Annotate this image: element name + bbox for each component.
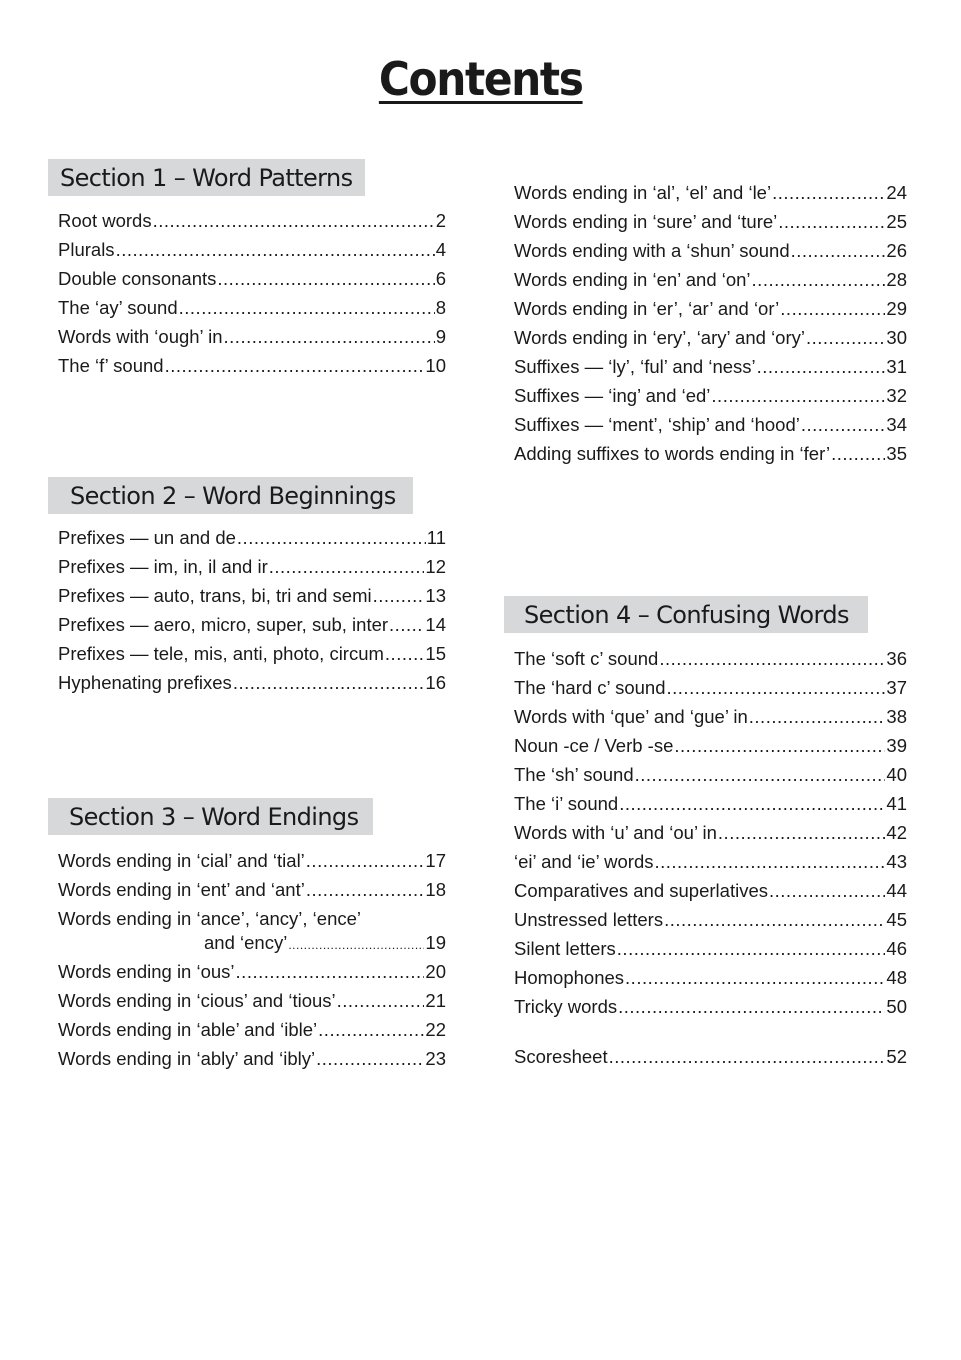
dot-leader xyxy=(385,643,425,665)
entry-title: Words ending in ‘cial’ and ‘tial’ xyxy=(58,850,305,871)
entry-title: Silent letters xyxy=(514,938,616,959)
dot-leader xyxy=(389,614,424,636)
toc-entry[interactable] xyxy=(58,549,446,578)
toc-entry[interactable] xyxy=(514,407,907,436)
entry-title: Plurals xyxy=(58,239,115,260)
entry-title: Root words xyxy=(58,210,152,231)
entry-page: 34 xyxy=(886,414,907,435)
entry-title: Homophones xyxy=(514,967,625,988)
entry-title: Words ending in ‘en’ and ‘on’ xyxy=(514,269,751,290)
entry-page: 45 xyxy=(886,909,907,930)
entry-page: 32 xyxy=(886,385,907,406)
toc-entry[interactable] xyxy=(514,931,907,960)
dot-leader xyxy=(659,648,885,670)
toc-entry[interactable] xyxy=(514,175,907,204)
dot-leader xyxy=(224,326,435,348)
dot-leader xyxy=(237,527,426,549)
entry-page: 31 xyxy=(886,356,907,377)
dot-leader xyxy=(749,706,886,728)
dot-leader xyxy=(618,996,885,1018)
dot-leader xyxy=(217,268,434,290)
toc-entry[interactable] xyxy=(514,262,907,291)
toc-entry[interactable] xyxy=(514,844,907,873)
toc-entry[interactable] xyxy=(514,873,907,902)
section-2-heading xyxy=(48,477,413,514)
dot-leader xyxy=(236,961,425,983)
section-3-list xyxy=(58,843,446,1070)
entry-page: 19 xyxy=(425,932,446,953)
entry-page: 15 xyxy=(425,643,446,664)
toc-entry[interactable] xyxy=(514,902,907,931)
dot-leader xyxy=(316,1048,424,1070)
entry-title: Words ending in ‘ance’, ‘ancy’, ‘ence’ xyxy=(58,908,362,929)
toc-entry[interactable] xyxy=(58,665,446,694)
dot-leader xyxy=(233,672,425,694)
toc-entry[interactable] xyxy=(58,1012,446,1041)
dot-leader xyxy=(778,211,885,233)
toc-entry[interactable] xyxy=(58,954,446,983)
entry-page: 12 xyxy=(425,556,446,577)
entry-page: 26 xyxy=(886,240,907,261)
toc-entry[interactable] xyxy=(58,872,446,901)
dot-leader xyxy=(772,182,885,204)
entry-title: Suffixes — ‘ment’, ‘ship’ and ‘hood’ xyxy=(514,414,800,435)
entry-page: 18 xyxy=(425,879,446,900)
entry-page: 38 xyxy=(886,706,907,727)
entry-title: Words ending with a ‘shun’ sound xyxy=(514,240,790,261)
entry-page: 48 xyxy=(886,967,907,988)
entry-page: 10 xyxy=(425,355,446,376)
entry-title: Words ending in ‘cious’ and ‘tious’ xyxy=(58,990,336,1011)
toc-entry[interactable] xyxy=(58,290,446,319)
entry-page: 35 xyxy=(886,443,907,464)
entry-title: Suffixes — ‘ing’ and ‘ed’ xyxy=(514,385,711,406)
page-title-container xyxy=(0,52,961,106)
dot-leader xyxy=(752,269,886,291)
entry-page: 40 xyxy=(886,764,907,785)
dot-leader xyxy=(619,793,885,815)
entry-title: Words ending in ‘er’, ‘ar’ and ‘or’ xyxy=(514,298,780,319)
entry-page: 24 xyxy=(886,182,907,203)
dot-leader xyxy=(791,240,886,262)
entry-title: Tricky words xyxy=(514,996,618,1017)
entry-title: The ‘i’ sound xyxy=(514,793,619,814)
dot-leader xyxy=(769,880,885,902)
toc-entry[interactable] xyxy=(514,436,907,465)
toc-entry[interactable] xyxy=(58,348,446,377)
entry-title: Words ending in ‘ent’ and ‘ant’ xyxy=(58,879,305,900)
dot-leader xyxy=(337,990,425,1012)
entry-page: 9 xyxy=(435,326,446,347)
section-3-heading xyxy=(48,798,373,835)
dot-leader xyxy=(655,851,886,873)
dot-leader xyxy=(718,822,886,844)
entry-title-continued: and ‘ency’ xyxy=(204,932,288,953)
entry-title: The ‘soft c’ sound xyxy=(514,648,659,669)
entry-page: 2 xyxy=(435,210,446,231)
toc-entry[interactable] xyxy=(58,607,446,636)
toc-entry[interactable] xyxy=(58,901,446,954)
entry-title: Noun -ce / Verb -se xyxy=(514,735,674,756)
entry-title: Words ending in ‘able’ and ‘ible’ xyxy=(58,1019,318,1040)
entry-page: 13 xyxy=(425,585,446,606)
dot-leader xyxy=(288,932,424,954)
entry-title: Suffixes — ‘ly’, ‘ful’ and ‘ness’ xyxy=(514,356,756,377)
section-heading-text: Section 1 – Word Patterns xyxy=(60,163,353,192)
entry-page: 46 xyxy=(886,938,907,959)
entry-page: 20 xyxy=(425,961,446,982)
dot-leader xyxy=(116,239,435,261)
entry-title: Words with ‘ough’ in xyxy=(58,326,223,347)
dot-leader xyxy=(625,967,885,989)
dot-leader xyxy=(780,298,885,320)
toc-entry[interactable] xyxy=(58,1041,446,1070)
toc-entry[interactable] xyxy=(514,204,907,233)
toc-entry[interactable] xyxy=(514,349,907,378)
toc-entry[interactable] xyxy=(514,291,907,320)
toc-entry[interactable] xyxy=(58,578,446,607)
entry-page: 37 xyxy=(886,677,907,698)
scoresheet-list xyxy=(514,1039,907,1068)
entry-page: 6 xyxy=(435,268,446,289)
toc-entry[interactable] xyxy=(58,319,446,348)
dot-leader xyxy=(373,585,425,607)
entry-title: The ‘ay’ sound xyxy=(58,297,178,318)
toc-entry[interactable] xyxy=(514,815,907,844)
dot-leader xyxy=(667,677,886,699)
dot-leader xyxy=(269,556,425,578)
toc-entry[interactable] xyxy=(58,983,446,1012)
dot-leader xyxy=(664,909,885,931)
dot-leader xyxy=(806,327,885,349)
entry-title: ‘ei’ and ‘ie’ words xyxy=(514,851,654,872)
toc-entry[interactable] xyxy=(514,786,907,815)
toc-entry[interactable] xyxy=(514,728,907,757)
entry-page: 42 xyxy=(886,822,907,843)
section-heading-text: Section 3 – Word Endings xyxy=(69,802,359,831)
entry-title: Adding suffixes to words ending in ‘fer’ xyxy=(514,443,831,464)
entry-title: Words with ‘que’ and ‘gue’ in xyxy=(514,706,748,727)
section-heading-text: Section 2 – Word Beginnings xyxy=(70,481,396,510)
toc-entry[interactable] xyxy=(58,843,446,872)
entry-page: 21 xyxy=(425,990,446,1011)
toc-entry-scoresheet[interactable] xyxy=(514,1039,907,1068)
toc-entry[interactable] xyxy=(58,232,446,261)
entry-page: 14 xyxy=(425,614,446,635)
toc-entry[interactable] xyxy=(514,960,907,989)
dot-leader xyxy=(831,443,885,465)
entry-page: 36 xyxy=(886,648,907,669)
entry-title: Prefixes — un and de xyxy=(58,527,236,548)
entry-title: The ‘hard c’ sound xyxy=(514,677,666,698)
entry-title: Words ending in ‘ably’ and ‘ibly’ xyxy=(58,1048,316,1069)
section-4-list xyxy=(514,641,907,1018)
entry-title: Prefixes — aero, micro, super, sub, inter xyxy=(58,614,389,635)
toc-entry[interactable] xyxy=(514,989,907,1018)
dot-leader xyxy=(757,356,886,378)
toc-entry[interactable] xyxy=(514,699,907,728)
dot-leader xyxy=(318,1019,424,1041)
toc-entry[interactable] xyxy=(58,203,446,232)
section-heading-text: Section 4 – Confusing Words xyxy=(524,600,849,629)
entry-title: Words ending in ‘ery’, ‘ary’ and ‘ory’ xyxy=(514,327,805,348)
entry-page: 50 xyxy=(886,996,907,1017)
section-2-list xyxy=(58,520,446,694)
entry-title: The ‘sh’ sound xyxy=(514,764,634,785)
toc-entry[interactable] xyxy=(58,261,446,290)
toc-entry[interactable] xyxy=(58,520,446,549)
toc-entry[interactable] xyxy=(514,670,907,699)
entry-page: 8 xyxy=(435,297,446,318)
section-4-heading xyxy=(504,596,868,633)
entry-title: Prefixes — im, in, il and ir xyxy=(58,556,268,577)
entry-page: 30 xyxy=(886,327,907,348)
dot-leader xyxy=(179,297,435,319)
page-title: Contents xyxy=(378,52,583,106)
entry-title: Prefixes — tele, mis, anti, photo, circum xyxy=(58,643,384,664)
section-1-list xyxy=(58,203,446,377)
dot-leader xyxy=(306,879,425,901)
entry-title: Double consonants xyxy=(58,268,217,289)
entry-page: 43 xyxy=(886,851,907,872)
dot-leader xyxy=(635,764,886,786)
entry-title: Words ending in ‘sure’ and ‘ture’ xyxy=(514,211,778,232)
entry-title: Scoresheet xyxy=(514,1046,608,1067)
section-1-heading xyxy=(48,159,365,196)
entry-page: 16 xyxy=(425,672,446,693)
entry-page: 44 xyxy=(886,880,907,901)
entry-title: Hyphenating prefixes xyxy=(58,672,232,693)
entry-title: Unstressed letters xyxy=(514,909,664,930)
entry-page: 25 xyxy=(886,211,907,232)
dot-leader xyxy=(609,1046,886,1068)
dot-leader xyxy=(153,210,435,232)
entry-page: 11 xyxy=(426,527,446,548)
toc-entry[interactable] xyxy=(514,641,907,670)
dot-leader xyxy=(306,850,425,872)
section-1-continued-list xyxy=(514,175,907,465)
dot-leader xyxy=(674,735,885,757)
toc-entry[interactable] xyxy=(58,636,446,665)
entry-title: The ‘f’ sound xyxy=(58,355,164,376)
entry-page: 22 xyxy=(425,1019,446,1040)
entry-page: 52 xyxy=(886,1046,907,1067)
toc-entry[interactable] xyxy=(514,757,907,786)
entry-page: 23 xyxy=(425,1048,446,1069)
entry-page: 39 xyxy=(886,735,907,756)
entry-title: Words with ‘u’ and ‘ou’ in xyxy=(514,822,717,843)
entry-page: 29 xyxy=(886,298,907,319)
toc-entry[interactable] xyxy=(514,320,907,349)
dot-leader xyxy=(711,385,885,407)
entry-title: Prefixes — auto, trans, bi, tri and semi xyxy=(58,585,372,606)
dot-leader xyxy=(801,414,886,436)
entry-page: 41 xyxy=(886,793,907,814)
dot-leader xyxy=(165,355,425,377)
dot-leader xyxy=(617,938,886,960)
entry-page: 28 xyxy=(886,269,907,290)
entry-title: Words ending in ‘ous’ xyxy=(58,961,235,982)
toc-entry[interactable] xyxy=(514,233,907,262)
entry-title: Comparatives and superlatives xyxy=(514,880,768,901)
entry-page: 17 xyxy=(425,850,446,871)
entry-page: 4 xyxy=(435,239,446,260)
entry-title: Words ending in ‘al’, ‘el’ and ‘le’ xyxy=(514,182,772,203)
toc-entry[interactable] xyxy=(514,378,907,407)
